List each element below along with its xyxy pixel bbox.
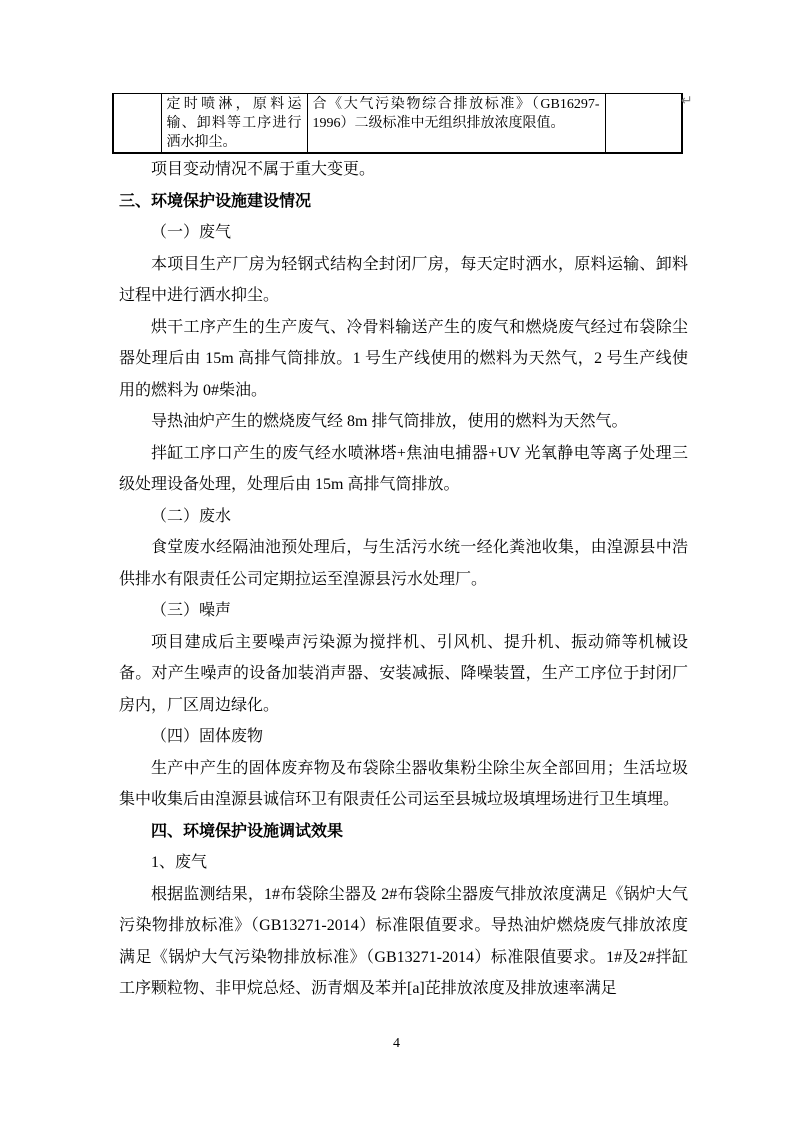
- table-cell-empty-left: [113, 94, 161, 154]
- continued-table: [112, 93, 683, 154]
- table-row-end-mark-icon: ↵: [681, 93, 693, 109]
- sub-heading: 1、废气: [151, 854, 208, 871]
- sub-heading: （三）噪声: [151, 602, 232, 619]
- body-paragraph: 生产中产生的固体废弃物及布袋除尘器收集粉尘除尘灰全部回用；生活垃圾集中收集后由湟源县诚信环卫有限责任公司运至县城垃圾填埋场进行卫生填埋。: [119, 759, 688, 808]
- sub-heading: （一）废气: [151, 224, 232, 241]
- table-row: [113, 94, 682, 154]
- section-heading: 三、环境保护设施建设情况: [119, 192, 312, 210]
- body-text: [119, 154, 688, 1005]
- sub-heading: （二）废水: [151, 507, 232, 525]
- body-paragraph: 烘干工序产生的生产废气、冷骨料输送产生的废气和燃烧废气经过布袋除尘器处理后由 15m 高排气筒排放。1 号生产线使用的燃料为天然气，2 号生产线使用的燃料为 0#柴油。: [119, 318, 688, 399]
- table-cell-standard: 合《大气污染物综合排放标准》（GB16297-1996）二级标准中无组织排放浓度限值。: [307, 94, 605, 154]
- body-paragraph: 项目建成后主要噪声污染源为搅拌机、引风机、提升机、振动筛等机械设备。对产生噪声的设备加装消声器、安装减振、降噪装置，生产工序位于封闭厂房内，厂区周边绿化。: [119, 633, 688, 714]
- table-cell-empty-right: [605, 94, 682, 154]
- body-paragraph: 导热油炉产生的燃烧废气经 8m 排气筒排放，使用的燃料为天然气。: [151, 413, 628, 430]
- body-paragraph: 食堂废水经隔油池预处理后，与生活污水统一经化粪池收集，由湟源县中浩供排水有限责任公司定期拉运至湟源县污水处理厂。: [119, 539, 688, 588]
- section-heading: 四、环境保护设施调试效果: [151, 822, 344, 840]
- page-number: 4: [393, 1036, 400, 1051]
- body-paragraph: 拌缸工序口产生的废气经水喷淋塔+焦油电捕器+UV 光氧静电等离子处理三级处理设备处理，处理后由 15m 高排气筒排放。: [119, 444, 688, 493]
- body-paragraph: 本项目生产厂房为轻钢式结构全封闭厂房，每天定时洒水，原料运输、卸料过程中进行洒水抑尘。: [119, 255, 688, 304]
- body-paragraph: 根据监测结果，1#布袋除尘器及 2#布袋除尘器废气排放浓度满足《锅炉大气污染物排放标准》（GB13271-2014）标准限值要求。导热油炉燃烧废气排放浓度满足《锅炉大气污染物排放标准》（GB13271-2014）标准限值要求。1#及2#拌缸工序颗粒物、非甲烷总烃、沥青烟及苯并[a]芘排放浓度及排放速率满足: [119, 885, 688, 997]
- body-paragraph: 项目变动情况不属于重大变更。: [151, 161, 376, 178]
- sub-heading: （四）固体废物: [151, 728, 264, 745]
- table-cell-measures: 定时喷淋，原料运输、卸料等工序进行洒水抑尘。: [161, 94, 307, 154]
